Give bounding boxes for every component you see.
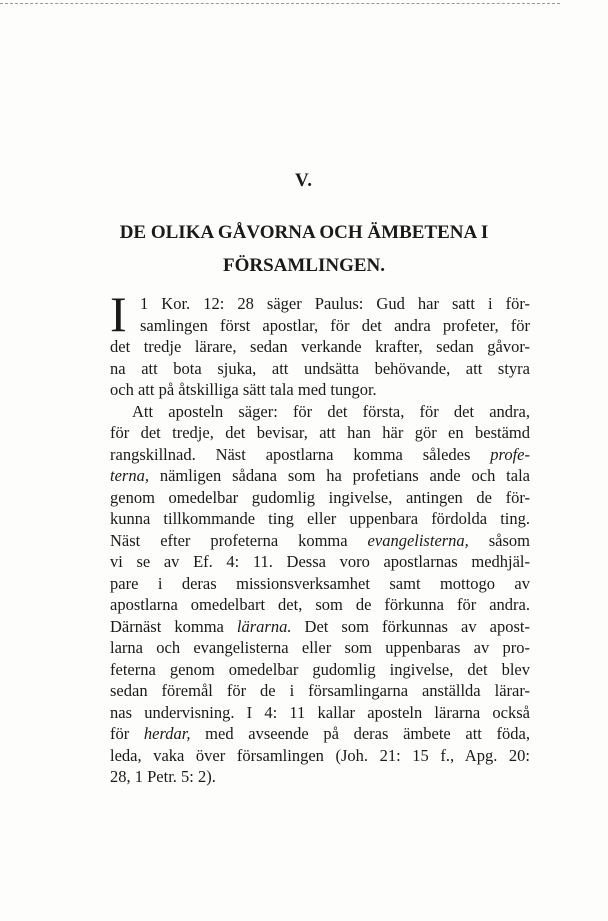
text-segment: nämligen sådana som ha profetians ande och tala [148, 466, 530, 485]
text-segment: Därnäst komma [110, 616, 237, 636]
chapter-title-line-2: FÖRSAMLINGEN. [222, 255, 386, 276]
text-line: leda, vaka över församlingen (Joh. 21: 15 f., Apg. 20: [110, 745, 530, 765]
text-line: 1 Kor. 12: 28 säger Paulus: Gud har satt i för- [140, 294, 530, 313]
chapter-title-line-1: DE OLIKA GÅVORNA OCH ÄMBETENA I [119, 222, 489, 243]
text-line: na att bota sjuka, att undsätta behövande, att styra [110, 358, 530, 378]
text-line: pare i deras missionsverksamhet samt mottogo av [110, 573, 530, 593]
text-line: 28, 1 Petr. 5: 2). [110, 767, 216, 786]
text-line: det tredje lärare, sedan verkande krafter, sedan gåvor- [110, 337, 530, 356]
text-line [110, 465, 530, 487]
top-edge-rule [0, 3, 560, 4]
text-line: samlingen först apostlar, för det andra profeter, för [140, 315, 530, 335]
italic-term: herdar, [143, 724, 191, 743]
text-line: apostlarna omedelbart det, som de förkunna för andra. [110, 595, 530, 614]
drop-cap: I [110, 286, 127, 342]
italic-term: profe- [490, 444, 530, 464]
text-line: larna och evangelisterna eller som uppenbaras av pro- [110, 638, 530, 657]
text-line [110, 530, 530, 552]
text-segment: rangskillnad. Näst apostlarna komma således [110, 444, 491, 464]
italic-term: evangelisterna, [367, 530, 469, 550]
italic-term: lärarna. [236, 616, 292, 636]
text-line: och att på åtskilliga sätt tala med tungor. [110, 380, 377, 399]
paragraph-1 [110, 286, 530, 401]
text-line: sedan föremål för de i församlingarna anställda lärar- [110, 681, 530, 700]
text-segment: med avseende på deras ämbete att föda, [190, 724, 530, 743]
text-line: vi se av Ef. 4: 11. Dessa voro apostlarnas medhjäl- [110, 552, 530, 571]
text-line [110, 723, 530, 745]
text-line: för det tredje, det bevisar, att han här gör en bestämd [110, 423, 530, 442]
italic-term: terna, [110, 466, 149, 485]
text-line [110, 444, 530, 466]
paragraph-2 [110, 401, 530, 788]
text-line [110, 616, 530, 638]
text-line: feterna genom omedelbar gudomlig ingivelse, det blev [110, 659, 530, 679]
text-line: Att aposteln säger: för det första, för det andra, [132, 401, 530, 421]
body-text [110, 286, 531, 788]
text-line: kunna tillkommande ting eller uppenbara fördolda ting. [110, 509, 530, 528]
text-segment: för [110, 724, 144, 743]
text-segment: Det som förkunnas av apost- [291, 616, 530, 636]
text-segment: Näst efter profeterna komma [110, 530, 368, 550]
text-line: genom omedelbar gudomlig ingivelse, antingen de för- [110, 487, 530, 507]
chapter-number: V. [294, 170, 314, 191]
text-segment: såsom [468, 530, 531, 550]
chapter-title [0, 216, 608, 282]
text-line: nas undervisning. I 4: 11 kallar aposteln lärarna också [110, 702, 530, 722]
